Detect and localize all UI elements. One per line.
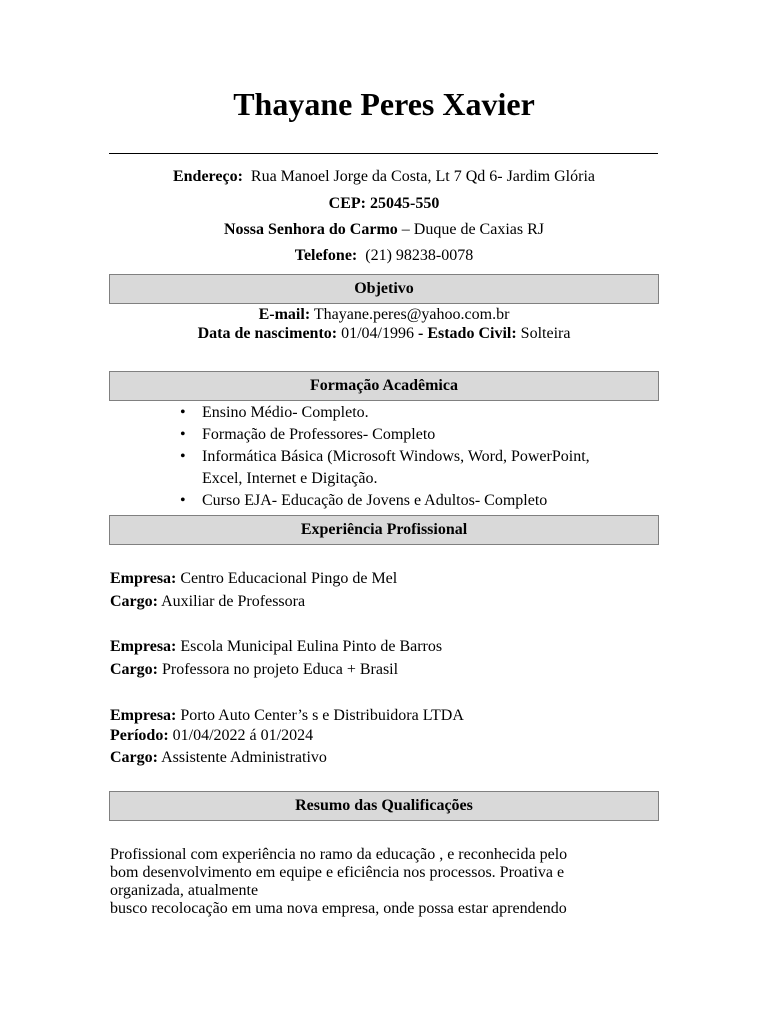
company-label: Empresa: bbox=[110, 638, 177, 655]
period-label: Período: bbox=[110, 727, 169, 744]
formacao-item-text: Ensino Médio- Completo. bbox=[202, 404, 369, 421]
address-label: Endereço: bbox=[172, 168, 243, 185]
cep-line bbox=[0, 194, 768, 214]
list-item bbox=[180, 424, 650, 446]
birth-label: Data de nascimento: bbox=[197, 325, 338, 342]
header-divider bbox=[109, 153, 658, 154]
city: – Duque de Caxias RJ bbox=[401, 221, 544, 238]
section-formacao: Formação Acadêmica bbox=[109, 371, 659, 401]
birth-value: 01/04/1996 bbox=[341, 325, 414, 342]
job-role bbox=[110, 748, 327, 768]
formacao-item-text: Informática Básica (Microsoft Windows, Word, PowerPoint, bbox=[202, 448, 590, 465]
resumo-line: Profissional com experiência no ramo da educação , e reconhecida pelo bbox=[110, 846, 568, 863]
period-value: 01/04/2022 á 01/2024 bbox=[172, 727, 314, 744]
company-value: Centro Educacional Pingo de Mel bbox=[180, 570, 398, 587]
company-value: Escola Municipal Eulina Pinto de Barros bbox=[180, 638, 443, 655]
resumo-line: organizada, atualmente bbox=[110, 882, 259, 899]
formacao-item-text: Formação de Professores- Completo bbox=[202, 426, 436, 443]
neighborhood: Nossa Senhora do Carmo bbox=[224, 221, 398, 238]
bullet-icon: • bbox=[180, 448, 186, 465]
role-value: Assistente Administrativo bbox=[161, 749, 327, 766]
address-value: Rua Manoel Jorge da Costa, Lt 7 Qd 6- Jardim Glória bbox=[250, 168, 595, 185]
bullet-icon: • bbox=[180, 404, 186, 421]
cep-label: CEP: bbox=[328, 195, 366, 212]
resumo-text bbox=[110, 846, 650, 918]
resumo-line: busco recolocação em uma nova empresa, onde possa estar aprendendo bbox=[110, 900, 567, 917]
formacao-item-text: Curso EJA- Educação de Jovens e Adultos- Completo bbox=[202, 492, 548, 509]
bullet-icon: • bbox=[180, 492, 186, 509]
resumo-line: bom desenvolvimento em equipe e eficiência nos processos. Proativa e bbox=[110, 864, 565, 881]
civil-value: Solteira bbox=[520, 325, 571, 342]
address-line bbox=[0, 167, 768, 187]
neighborhood-line bbox=[0, 220, 768, 240]
bullet-icon: • bbox=[180, 426, 186, 443]
email-value: Thayane.peres@yahoo.com.br bbox=[313, 306, 510, 323]
job-period bbox=[110, 726, 313, 746]
job-role bbox=[110, 592, 305, 612]
company-label: Empresa: bbox=[110, 570, 177, 587]
birth-civil-line bbox=[0, 324, 768, 344]
formacao-item-text-continued: Excel, Internet e Digitação. bbox=[202, 470, 378, 487]
job-company bbox=[110, 706, 464, 726]
list-item bbox=[180, 490, 650, 512]
phone-value: (21) 98238-0078 bbox=[365, 247, 474, 264]
role-value: Auxiliar de Professora bbox=[161, 593, 306, 610]
cep-value: 25045-550 bbox=[370, 195, 440, 212]
candidate-name: Thayane Peres Xavier bbox=[233, 86, 535, 122]
phone-label: Telefone: bbox=[294, 247, 358, 264]
job-company bbox=[110, 569, 397, 589]
formacao-list bbox=[180, 402, 650, 512]
job-role bbox=[110, 660, 398, 680]
role-label: Cargo: bbox=[110, 749, 158, 766]
company-value: Porto Auto Center’s s e Distribuidora LTDA bbox=[180, 707, 464, 724]
company-label: Empresa: bbox=[110, 707, 177, 724]
list-item bbox=[180, 446, 650, 490]
section-experiencia: Experiência Profissional bbox=[109, 515, 659, 545]
civil-label: Estado Civil: bbox=[427, 325, 517, 342]
email-line bbox=[0, 305, 768, 325]
separator: - bbox=[418, 325, 424, 342]
list-item bbox=[180, 402, 650, 424]
section-objetivo: Objetivo bbox=[109, 274, 659, 304]
section-resumo: Resumo das Qualificações bbox=[109, 791, 659, 821]
role-label: Cargo: bbox=[110, 593, 158, 610]
job-company bbox=[110, 637, 442, 657]
email-label: E-mail: bbox=[258, 306, 311, 323]
role-label: Cargo: bbox=[110, 661, 158, 678]
phone-line bbox=[0, 246, 768, 266]
role-value: Professora no projeto Educa + Brasil bbox=[161, 661, 399, 678]
